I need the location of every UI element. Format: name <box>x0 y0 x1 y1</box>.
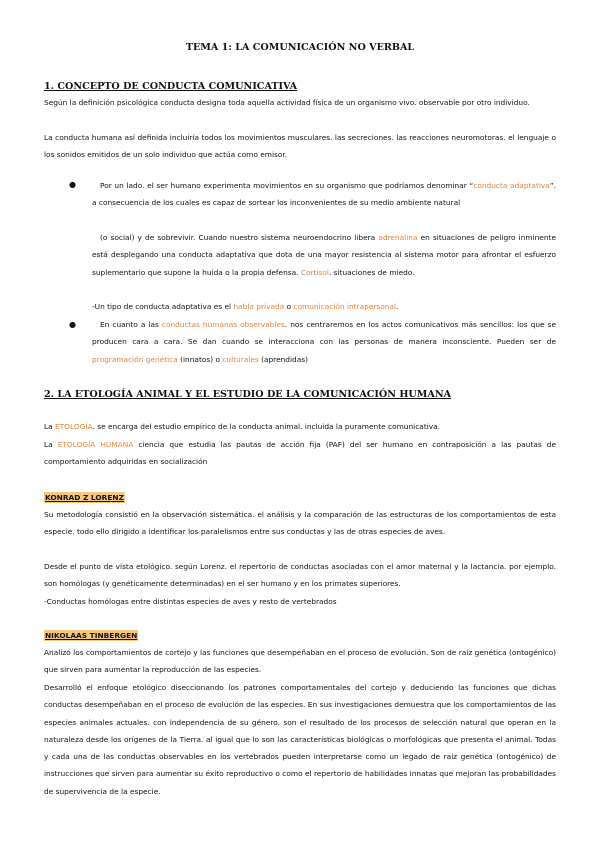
document-title: TEMA 1: LA COMUNICACIÓN NO VERBAL <box>185 42 415 53</box>
section-2-heading: 2. LA ETOLOGÍA ANIMAL Y EL ESTUDIO DE LA COMUNICACIÓN HUMANA <box>44 389 452 400</box>
s1-bullet-1-cont: (o social) y de sobrevivir. Cuando nuestro sistema neuroendocrino libera adrenalina en situaciones de peligro inminente está desplegando una conducta adaptativa que dota de una mayor resistencia al sistema motor para afrontar el esfuerzo suplementario que supone la huida o la propia defensa. Cortisol. situaciones de miedo. <box>92 233 556 277</box>
lorenz-heading: KONRAD Z LORENZ <box>45 493 124 502</box>
lorenz-paragraph-1: Su metodología consistió en la observación sistemática. el análisis y la comparación de las estructuras de los comportamientos de esta especie. todo ello dirigido a identificar los paralelismos entre sus conductas y las de otras especies de aves. <box>44 510 556 537</box>
s1-bullet-2: En cuanto a las conductas humanas observables. nos centraremos en los actos comunicativos más sencillos: los que se producen cara a cara. Se dan cuando se interacciona con las personas de manera inconsciente. Pueden ser de programación genética (innatos) o culturales (aprendidas) <box>92 320 556 364</box>
s2-line-2: La ETOLOGÍA HUMANA ciencia que estudia las pautas de acción fija (PAF) del ser humano en contraposición a las pautas de comportamiento adquiridas en socialización <box>44 440 556 467</box>
s1-paragraph-1: Según la definición psicológica conducta designa toda aquella actividad física de un organismo vivo. observable por otro individuo. <box>44 98 530 107</box>
bullet-marker: ● <box>69 180 76 189</box>
tinbergen-heading: NIKOLAAS TINBERGEN <box>45 631 138 640</box>
section-1-heading: 1. CONCEPTO DE CONDUCTA COMUNICATIVA <box>44 81 298 92</box>
bullet-marker: ● <box>69 320 76 329</box>
s1-paragraph-2: La conducta humana así definida incluiría todos los movimientos musculares. las secreciones. las reacciones neuromotoras. el lenguaje o los sonidos emitidos de un solo individuo que actúa como emisor. <box>44 133 556 160</box>
s2-line-1: La ETOLOGÍA. se encarga del estudio empírico de la conducta animal. incluida la puramente comunicativa. <box>44 422 441 431</box>
lorenz-paragraph-2: Desde el punto de vista etológico. según Lorenz. el repertorio de conductas asociadas con el amor maternal y la lactancia. por ejemplo. son homólogas (y genéticamente determinadas) en el ser humano y en los primates superiores. <box>44 562 556 589</box>
tinbergen-paragraph-1: Analizó los comportamientos de cortejo y las funciones que desempeñaban en el proceso de evolución. Son de raíz genética (ontogénico) que sirven para aumentar la reproducción de las especies. <box>44 648 556 675</box>
lorenz-paragraph-3: -Conductas homólogas entre distintas especies de aves y resto de vertebrados <box>44 597 337 606</box>
s1-bullet-1-note: -Un tipo de conducta adaptativa es el habla privada o comunicación intrapersonal. <box>92 302 399 311</box>
tinbergen-paragraph-2: Desarrolló el enfoque etológico diseccionando los patrones comportamentales del cortejo y deduciendo las funciones que dichas conductas desempeñaban en el proceso de evolución de las especies. En sus investigaciones demuestra que los comportamientos de las especies animales actuales. con independencia de su género. son el resultado de los procesos de selección natural que operan en la naturaleza desde los orígenes de la Tierra. al igual que lo son las características biológicas o morfológicas que presenta el animal. Todas y cada una de las conductas observables en los vertebrados pueden interpretarse como un legado de raíz genética (ontogénico) de instrucciones que sirven para aumentar su éxito reproductivo o como el repertorio de habilidades innatas que mejoran las probabilidades de supervivencia de la especie. <box>44 683 556 796</box>
s1-bullet-1: Por un lado. el ser humano experimenta movimientos en su organismo que podríamos denominar “conducta adaptativa”. a consecuencia de los cuales es capaz de sortear los inconvenientes de su medio ambiente natural <box>92 181 556 208</box>
